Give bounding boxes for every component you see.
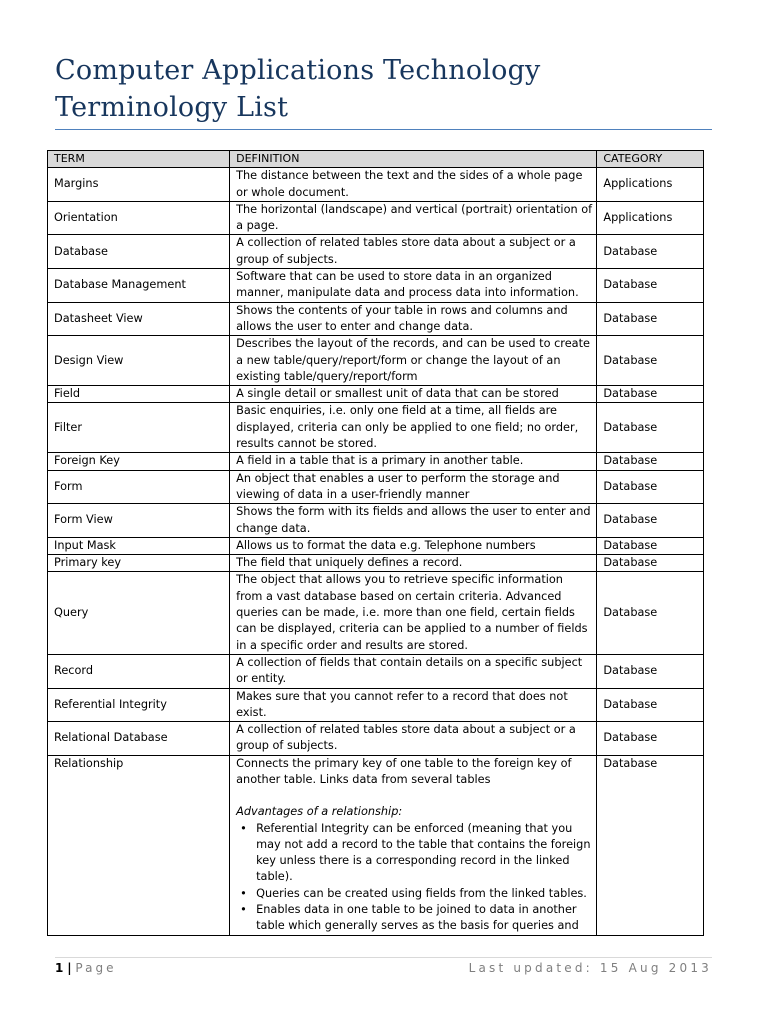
footer-page: [55, 961, 116, 975]
category-cell: Database: [597, 722, 704, 756]
definition-cell: A collection of related tables store data about a subject or a group of subjects.: [230, 235, 597, 269]
category-cell: Database: [597, 386, 704, 403]
term-cell: Record: [48, 654, 230, 688]
table-body: [48, 168, 704, 935]
category-cell: Database: [597, 403, 704, 453]
title-line-1: Computer Applications Technology: [55, 55, 541, 86]
category-cell: Applications: [597, 168, 704, 202]
page-number: 1: [55, 961, 64, 975]
category-cell: Database: [597, 688, 704, 722]
table-row: [48, 537, 704, 554]
definition-cell: The distance between the text and the sides of a whole page or whole document.: [230, 168, 597, 202]
page-separator: |: [67, 961, 72, 975]
table-row: [48, 504, 704, 538]
table-row: [48, 168, 704, 202]
table-row: [48, 453, 704, 470]
term-cell: Field: [48, 386, 230, 403]
advantage-item: • Queries can be created using fields from the linked tables.: [256, 886, 592, 902]
category-cell: Database: [597, 504, 704, 538]
term-cell: Input Mask: [48, 537, 230, 554]
table-row: [48, 235, 704, 269]
footer-divider: [55, 957, 712, 958]
table-row: [48, 336, 704, 386]
title-underline: [55, 129, 712, 130]
term-cell: Orientation: [48, 201, 230, 235]
table-row: [48, 572, 704, 654]
category-cell: Database: [597, 654, 704, 688]
last-updated: Last updated: 15 Aug 2013: [468, 961, 712, 975]
category-cell: Database: [597, 537, 704, 554]
definition-cell: The horizontal (landscape) and vertical (portrait) orientation of a page.: [230, 201, 597, 235]
term-cell: Datasheet View: [48, 302, 230, 336]
advantages-heading: Advantages of a relationship:: [236, 805, 403, 819]
category-cell: Database: [597, 336, 704, 386]
table-row: [48, 688, 704, 722]
table-row: [48, 722, 704, 756]
term-cell: Relationship: [48, 755, 230, 935]
term-cell: Foreign Key: [48, 453, 230, 470]
category-cell: Database: [597, 572, 704, 654]
terminology-table: [47, 150, 704, 936]
term-cell: Design View: [48, 336, 230, 386]
category-cell: Database: [597, 302, 704, 336]
page-label: Page: [75, 961, 117, 975]
table-row: [48, 269, 704, 303]
document-title: [55, 52, 715, 126]
term-cell: Database Management: [48, 269, 230, 303]
category-cell: Database: [597, 269, 704, 303]
definition-cell: The field that uniquely defines a record.: [230, 555, 597, 572]
definition-cell: Shows the form with its fields and allows the user to enter and change data.: [230, 504, 597, 538]
term-cell: Database: [48, 235, 230, 269]
advantage-item: • Referential Integrity can be enforced (meaning that you may not add a record to the table that contains the foreign key unless there is a corresponding record in the linked table).: [256, 821, 592, 886]
table-row: [48, 302, 704, 336]
category-cell: Database: [597, 235, 704, 269]
table-row: [48, 201, 704, 235]
title-line-2: Terminology List: [55, 92, 289, 123]
table-row: [48, 555, 704, 572]
term-cell: Primary key: [48, 555, 230, 572]
definition-cell: A collection of fields that contain details on a specific subject or entity.: [230, 654, 597, 688]
category-cell: Database: [597, 755, 704, 935]
advantages-list: [236, 821, 592, 935]
term-cell: Referential Integrity: [48, 688, 230, 722]
table-row-relationship: [48, 755, 704, 935]
header-term: TERM: [48, 151, 230, 168]
definition-cell: Describes the layout of the records, and can be used to create a new table/query/report/form or change the layout of an existing table/query/report/form: [230, 336, 597, 386]
table-row: [48, 403, 704, 453]
category-cell: Database: [597, 470, 704, 504]
definition-cell: Shows the contents of your table in rows and columns and allows the user to enter and change data.: [230, 302, 597, 336]
definition-cell: A field in a table that is a primary in another table.: [230, 453, 597, 470]
table-row: [48, 470, 704, 504]
header-category: CATEGORY: [597, 151, 704, 168]
term-cell: Form View: [48, 504, 230, 538]
advantage-item: • Enables data in one table to be joined to data in another table which generally serves as the basis for queries and: [256, 902, 592, 935]
table-header-row: [48, 151, 704, 168]
definition-cell: Allows us to format the data e.g. Telephone numbers: [230, 537, 597, 554]
term-cell: Relational Database: [48, 722, 230, 756]
relationship-definition: Connects the primary key of one table to the foreign key of another table. Links data from several tables: [236, 756, 572, 786]
table-row: [48, 654, 704, 688]
definition-cell: Basic enquiries, i.e. only one field at a time, all fields are displayed, criteria can only be applied to one field; no order, results cannot be stored.: [230, 403, 597, 453]
term-cell: Margins: [48, 168, 230, 202]
definition-cell: An object that enables a user to perform the storage and viewing of data in a user-friendly manner: [230, 470, 597, 504]
definition-cell: [230, 755, 597, 935]
definition-cell: A collection of related tables store data about a subject or a group of subjects.: [230, 722, 597, 756]
category-cell: Database: [597, 453, 704, 470]
definition-cell: Makes sure that you cannot refer to a record that does not exist.: [230, 688, 597, 722]
category-cell: Database: [597, 555, 704, 572]
header-definition: DEFINITION: [230, 151, 597, 168]
definition-cell: A single detail or smallest unit of data that can be stored: [230, 386, 597, 403]
term-cell: Filter: [48, 403, 230, 453]
table-row: [48, 386, 704, 403]
definition-cell: Software that can be used to store data in an organized manner, manipulate data and process data into information.: [230, 269, 597, 303]
category-cell: Applications: [597, 201, 704, 235]
definition-cell: The object that allows you to retrieve specific information from a vast database based on certain criteria. Advanced queries can be made, i.e. more than one field, certain fields can be displayed, criteria can be applied to a number of fields in a specific order and results are stored.: [230, 572, 597, 654]
term-cell: Query: [48, 572, 230, 654]
term-cell: Form: [48, 470, 230, 504]
